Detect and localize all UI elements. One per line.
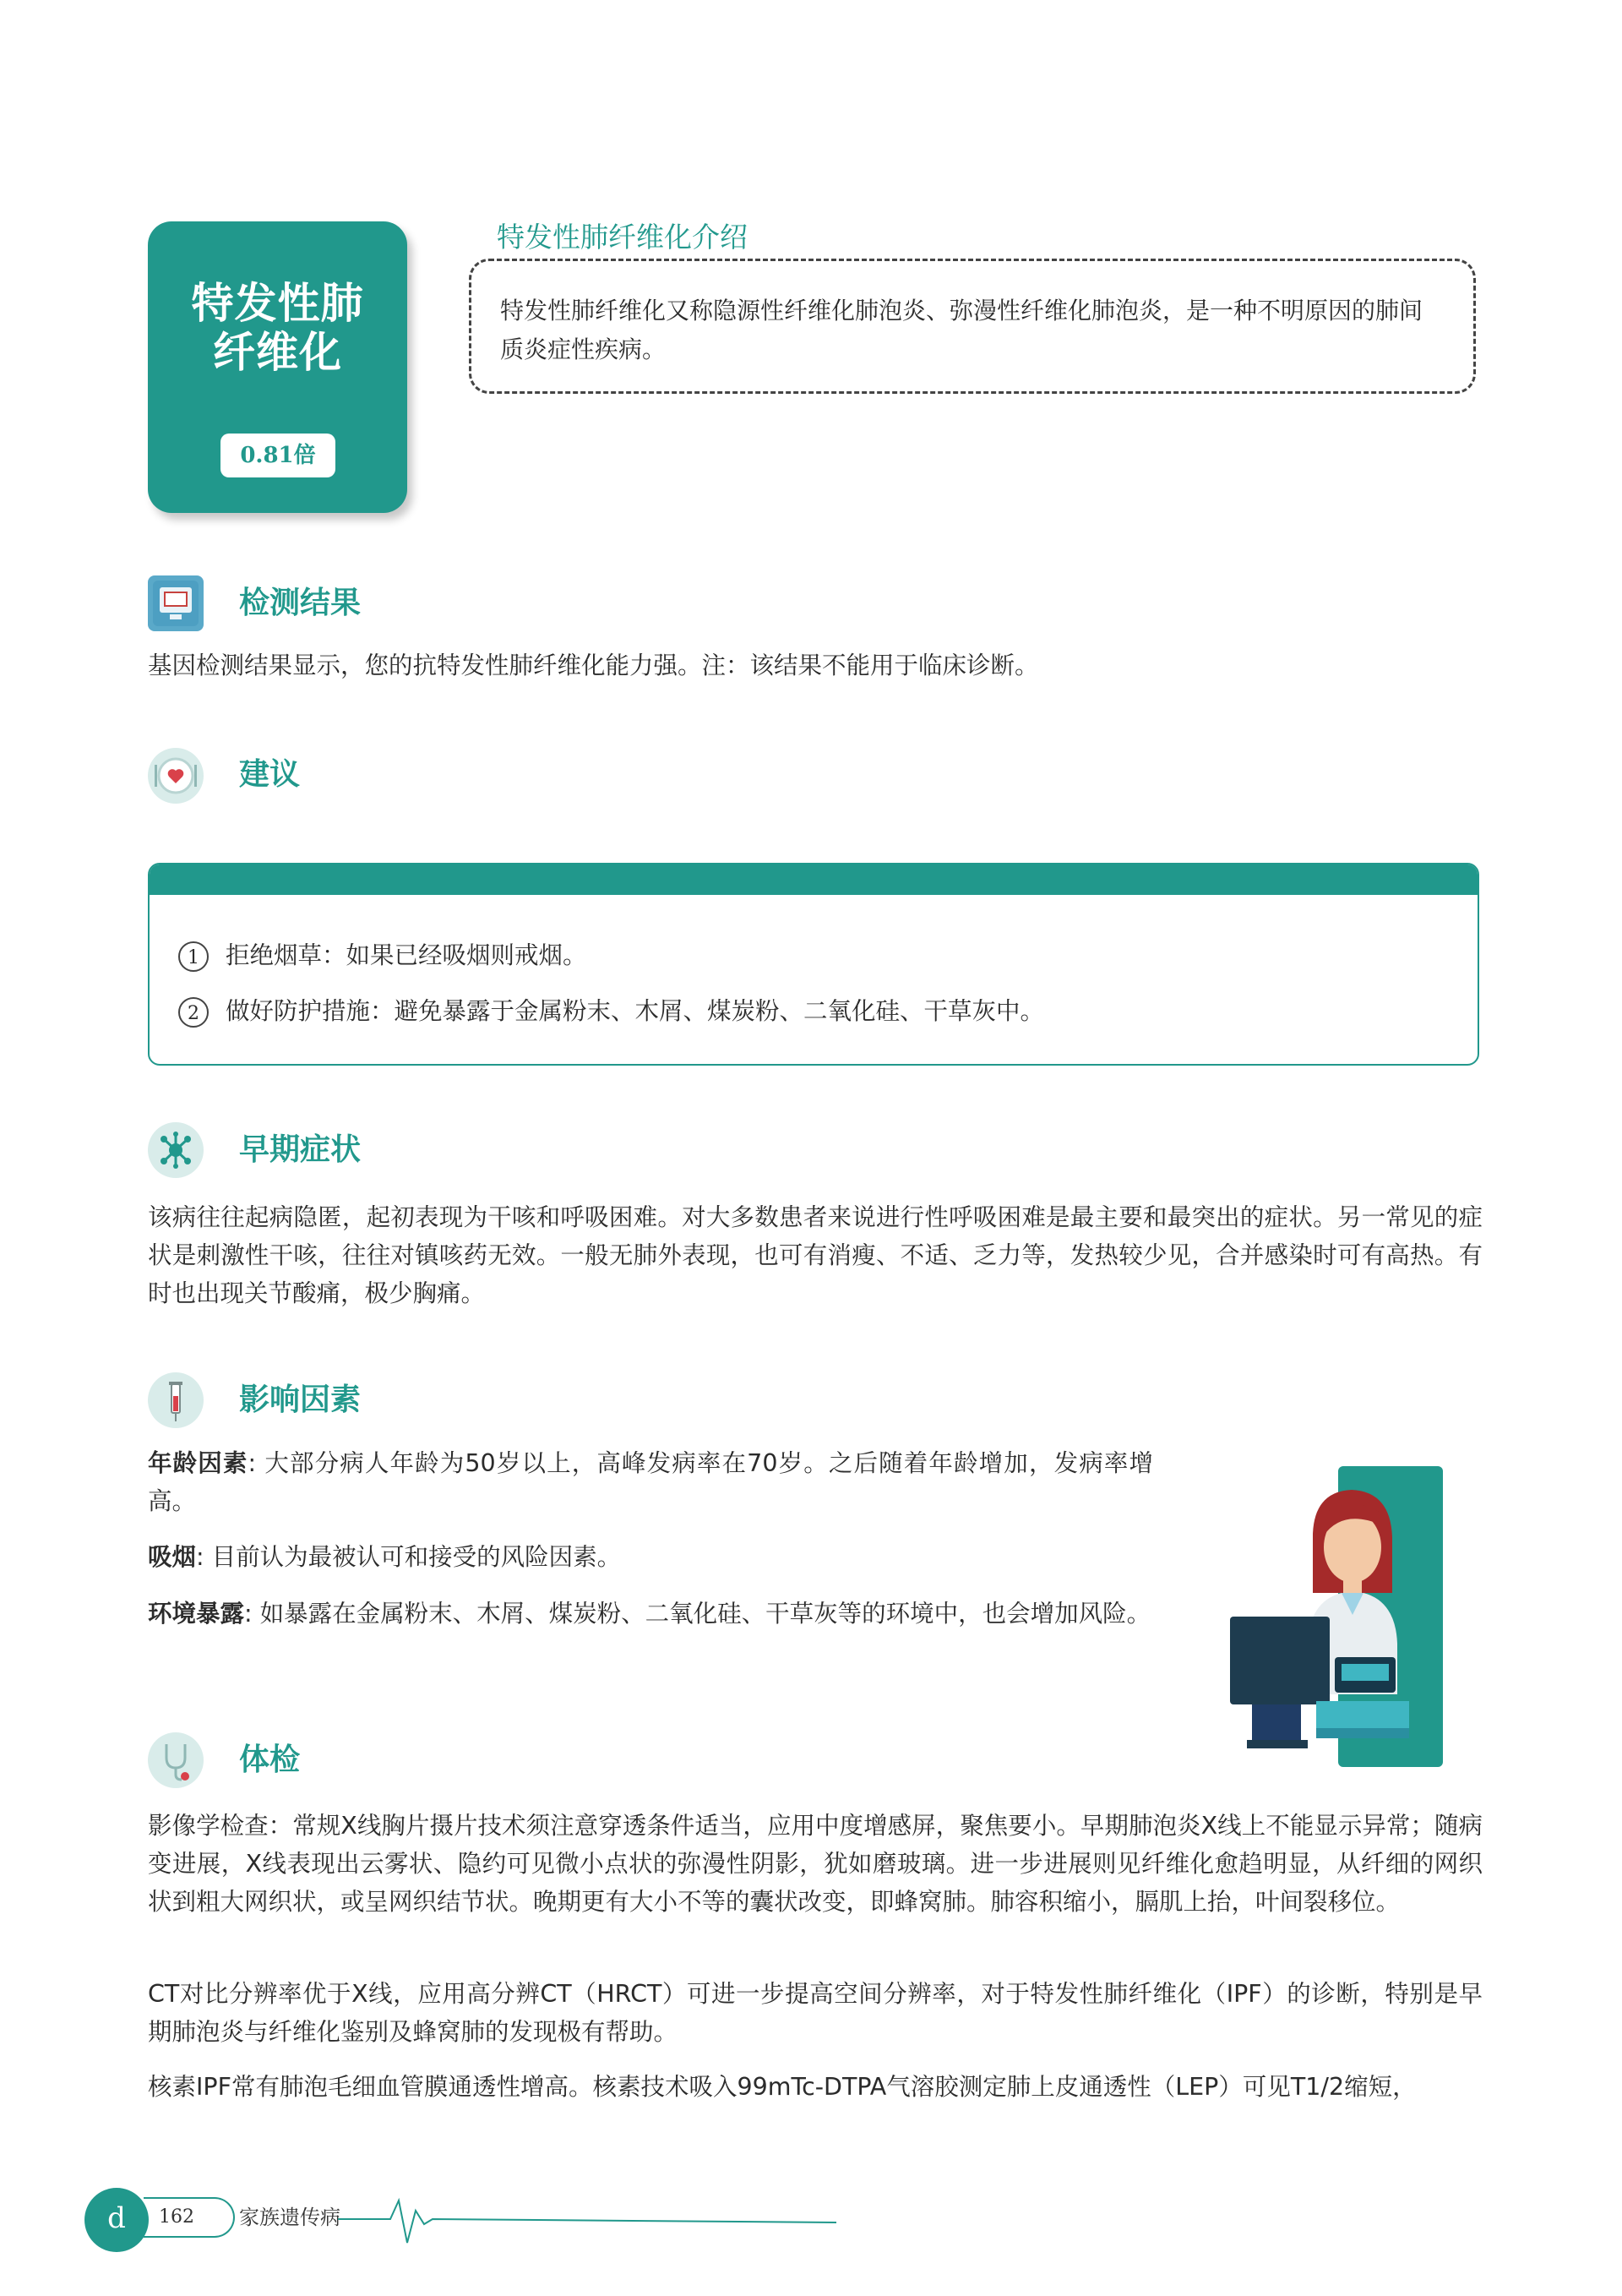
section-title-factors: 影响因素 bbox=[239, 1383, 362, 1417]
molecule-icon bbox=[148, 1122, 204, 1178]
section-title-symptoms: 早期症状 bbox=[239, 1132, 362, 1167]
disease-title-card bbox=[148, 221, 407, 513]
exam-paragraph: CT对比分辨率优于X线，应用高分辨CT（HRCT）可进一步提高空间分辨率，对于特发性肺纤维化（IPF）的诊断，特别是早期肺泡炎与纤维化鉴别及蜂窝肺的发现极有帮助。 bbox=[148, 1980, 1483, 2046]
page-number: 162 bbox=[159, 2206, 194, 2228]
factor-text: : 大部分病人年龄为50岁以上，高峰发病率在70岁。之后随着年龄增加，发病率增高。 bbox=[148, 1449, 1153, 1515]
monitor-icon bbox=[148, 575, 204, 631]
ratio-badge: 0.81倍 bbox=[220, 434, 335, 477]
section-title-advice: 建议 bbox=[239, 757, 301, 792]
intro-heading: 特发性肺纤维化介绍 bbox=[497, 221, 748, 254]
factor-item bbox=[148, 1595, 1153, 1633]
factor-text: : 如暴露在金属粉末、木屑、煤炭粉、二氧化硅、干草灰等的环境中，也会增加风险。 bbox=[244, 1600, 1151, 1628]
intro-text: 特发性肺纤维化又称隐源性纤维化肺泡炎、弥漫性纤维化肺泡炎，是一种不明原因的肺间质炎症性疾病。 bbox=[500, 297, 1423, 363]
factor-label: 环境暴露 bbox=[148, 1600, 245, 1628]
symptoms-text: 该病往往起病隐匿，起初表现为干咳和呼吸困难。对大多数患者来说进行性呼吸困难是最主要和最突出的症状。另一常见的症状是刺激性干咳，往往对镇咳药无效。一般无肺外表现，也可有消瘦、不适、乏力等，发热较少见，合并感染时可有高热。有时也出现关节酸痛，极少胸痛。 bbox=[148, 1203, 1483, 1307]
section-title-result: 检测结果 bbox=[239, 586, 362, 620]
number-circle: 1 bbox=[178, 941, 209, 972]
factor-item bbox=[148, 1444, 1153, 1520]
factor-label: 年龄因素 bbox=[148, 1449, 248, 1477]
advice-item bbox=[178, 937, 587, 974]
advice-item bbox=[178, 993, 1044, 1030]
advice-box bbox=[148, 863, 1479, 1066]
factor-text: : 目前认为最被认可和接受的风险因素。 bbox=[196, 1543, 622, 1571]
section-title-exam: 体检 bbox=[239, 1742, 301, 1777]
footer-letter-badge: d bbox=[84, 2188, 149, 2252]
book-title: 家族遗传病 bbox=[239, 2206, 340, 2229]
syringe-icon bbox=[148, 1372, 204, 1428]
factor-item bbox=[148, 1538, 1153, 1576]
plate-heart-icon bbox=[148, 748, 204, 804]
advice-header-bar bbox=[150, 864, 1478, 895]
stethoscope-icon bbox=[148, 1732, 204, 1788]
advice-item-text: 拒绝烟草：如果已经吸烟则戒烟。 bbox=[226, 941, 587, 969]
result-text: 基因检测结果显示，您的抗特发性肺纤维化能力强。注：该结果不能用于临床诊断。 bbox=[148, 652, 1039, 679]
advice-item-text: 做好防护措施：避免暴露于金属粉末、木屑、煤炭粉、二氧化硅、干草灰中。 bbox=[226, 997, 1045, 1025]
exam-paragraph: 影像学检查：常规X线胸片摄片技术须注意穿透条件适当，应用中度增感屏，聚焦要小。早期肺泡炎X线上不能显示异常；随病变进展，X线表现出云雾状、隐约可见微小点状的弥漫性阴影，犹如磨玻璃。进一步进展则见纤维化愈趋明显，从纤细的网织状到粗大网织状，或呈网织结节状。晚期更有大小不等的囊状改变，即蜂窝肺。肺容积缩小，膈肌上抬，叶间裂移位。 bbox=[148, 1812, 1483, 1916]
factor-label: 吸烟 bbox=[148, 1543, 197, 1571]
heartbeat-line-icon bbox=[338, 2192, 836, 2251]
exam-paragraph: 核素IPF常有肺泡毛细血管膜通透性增高。核素技术吸入99mTc-DTPA气溶胶测定肺上皮通透性（LEP）可见T1/2缩短， bbox=[148, 2073, 1417, 2101]
intro-box bbox=[469, 259, 1476, 394]
doctor-illustration bbox=[1225, 1466, 1445, 1770]
disease-title: 特发性肺纤维化 bbox=[191, 279, 364, 377]
number-circle: 2 bbox=[178, 997, 209, 1028]
